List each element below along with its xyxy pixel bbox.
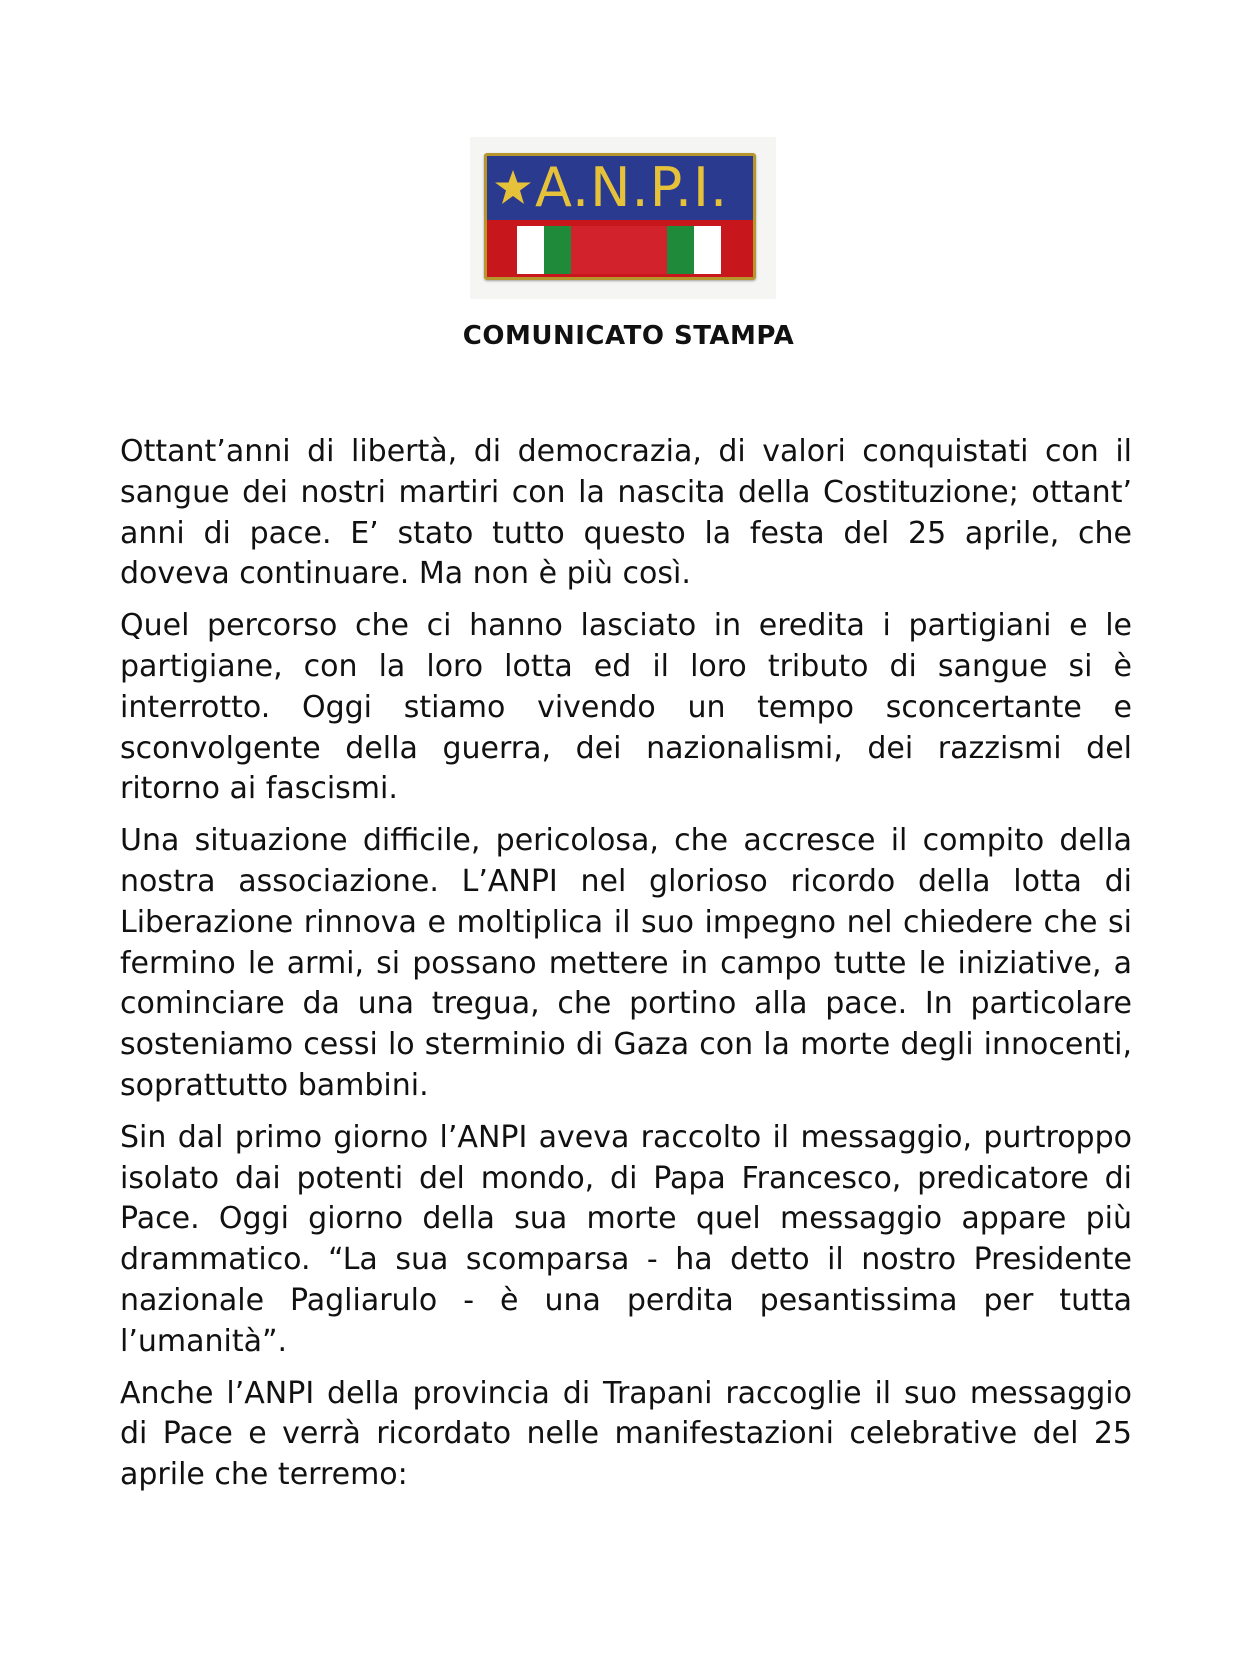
- flag-stripe-green: [544, 226, 571, 274]
- press-release-body: [120, 432, 1132, 1507]
- star-icon: [493, 168, 533, 208]
- paragraph: Anche l’ANPI della provincia di Trapani raccoglie il suo messaggio di Pace e verrà ricordato nelle manifestazioni celebrative del 25 aprile che terremo:: [120, 1375, 1132, 1493]
- document-title: COMUNICATO STAMPA: [462, 321, 795, 351]
- paragraph: Quel percorso che ci hanno lasciato in eredita i partigiani e le partigiane, con la loro lotta ed il loro tributo di sangue si è interrotto. Oggi stiamo vivendo un tempo sconcertante e sconvolgente della guerra, dei nazionalismi, dei razzismi del ritorno ai fascismi.: [120, 608, 1132, 807]
- flag-stripe-green: [667, 226, 694, 274]
- logo-flag-band: [487, 220, 753, 280]
- paragraph: Una situazione difficile, pericolosa, che accresce il compito della nostra associazione. L’ANPI nel glorioso ricordo della lotta di Liberazione rinnova e moltiplica il suo impegno nel chiedere che si fermino le armi, si possano mettere in campo tutte le iniziative, a cominciare da una tregua, che portino alla pace. In particolare sosteniamo cessi lo sterminio di Gaza con la morte degli innocenti, soprattutto bambini.: [120, 823, 1132, 1103]
- paragraph: Sin dal primo giorno l’ANPI aveva raccolto il messaggio, purtroppo isolato dai potenti del mondo, di Papa Francesco, predicatore di Pace. Oggi giorno della sua morte quel messaggio appare più drammatico. “La sua scomparsa - ha detto il nostro Presidente nazionale Pagliarulo - è una perdita pesantissima per tutta l’umanità”.: [120, 1119, 1132, 1359]
- logo-text: A.N.P.I.: [535, 156, 729, 219]
- paragraph: Ottant’anni di libertà, di democrazia, di valori conquistati con il sangue dei nostri martiri con la nascita della Costituzione; ottant’ anni di pace. E’ stato tutto questo la festa del 25 aprile, che doveva continuare. Ma non è più così.: [120, 434, 1132, 592]
- anpi-logo: [484, 153, 756, 280]
- flag-stripe-red: [571, 226, 667, 274]
- flag-stripe-white: [517, 226, 544, 274]
- logo-blue-band: [487, 156, 753, 220]
- flag-stripe-white: [694, 226, 721, 274]
- anpi-logo-container: [470, 137, 776, 299]
